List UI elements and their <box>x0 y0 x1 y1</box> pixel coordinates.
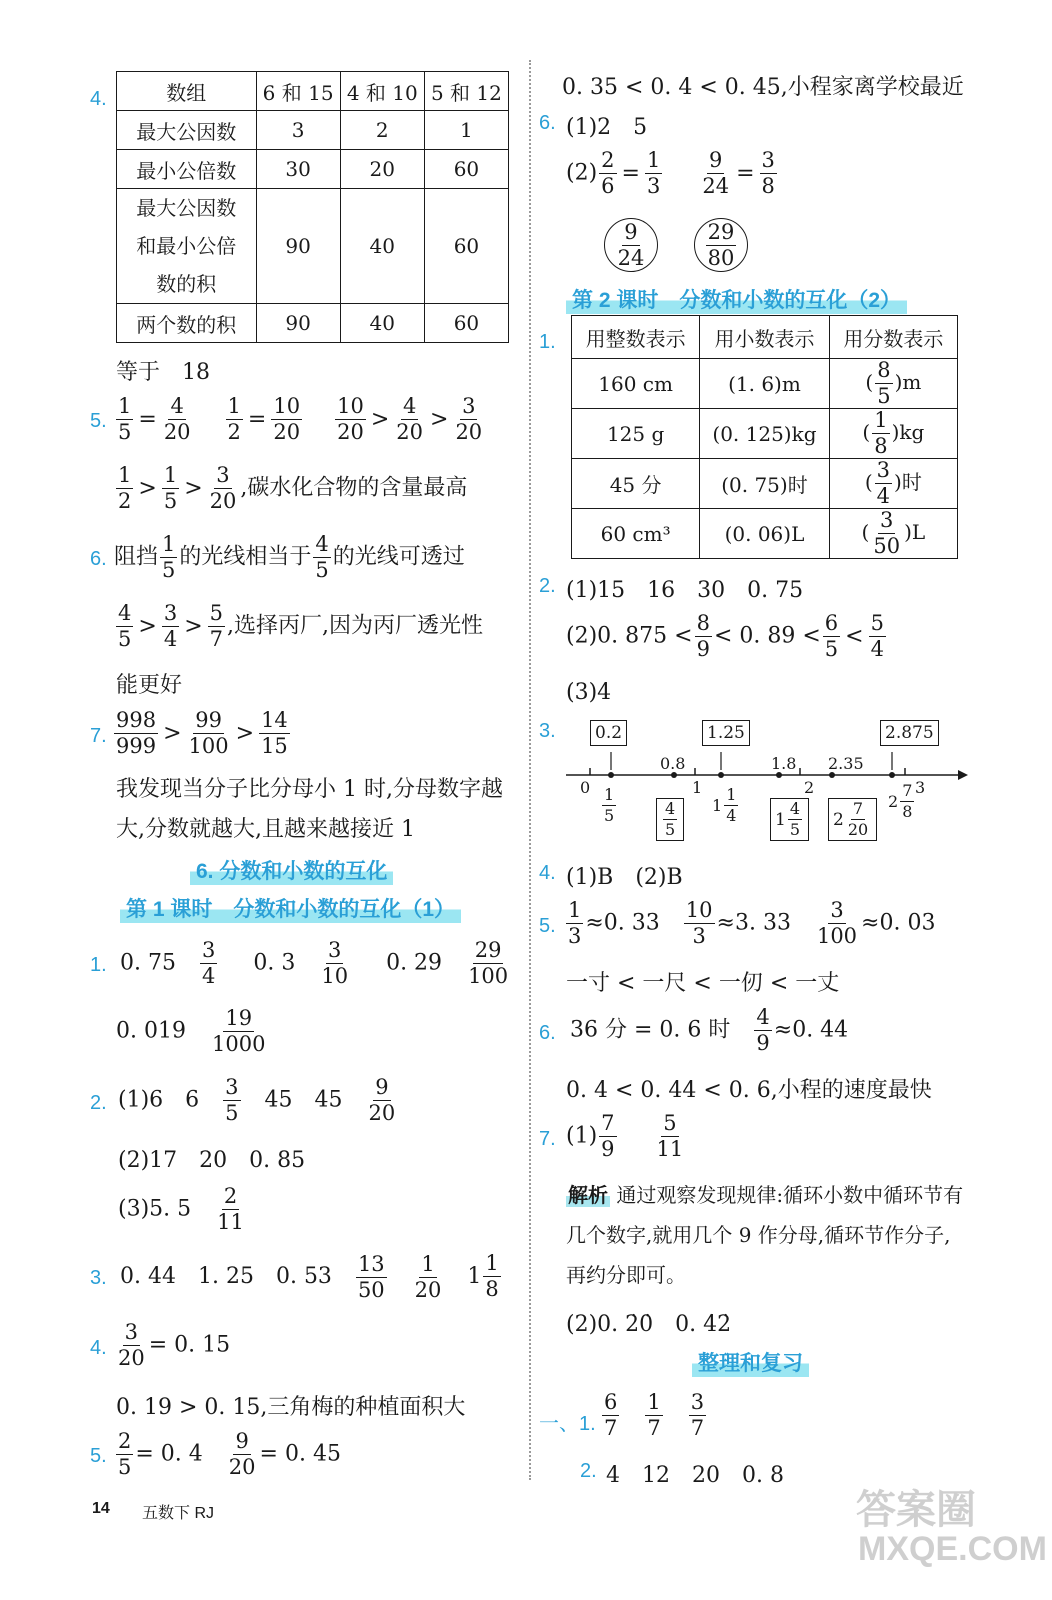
table-header: 用分数表示 <box>829 316 957 359</box>
table-cell: ( $\frac{3}{50}$ )L <box>829 509 957 559</box>
fraction: $\frac{3}{5}$ <box>225 1075 239 1125</box>
answer-paragraph: 我发现当分子比分母小 1 时,分母数字越大,分数就越大,且越来越接近 1 <box>116 777 503 842</box>
answer-text: 等于 18 <box>116 360 210 385</box>
fraction: $\frac{10}{20}$ <box>273 394 301 444</box>
fraction: $\frac{10}{3}$ <box>685 898 713 948</box>
table-cell: 40 <box>340 304 424 343</box>
answer-line: $\frac{998}{999}$ > $\frac{99}{100}$ > $\frac{14}{15}$ <box>116 708 288 758</box>
fraction: $\frac{5}{11}$ <box>656 1111 684 1161</box>
table-header: 6 和 15 <box>256 72 340 111</box>
fraction: $\frac{8}{9}$ <box>696 611 710 661</box>
question-number: 7. <box>90 725 107 747</box>
table-cell: 两个数的积 <box>117 304 257 343</box>
review-title: 整理和复习 <box>692 1347 809 1377</box>
question-number: 5. <box>539 915 556 937</box>
question-number: 3. <box>539 720 556 742</box>
answer-text: 一寸 < 一尺 < 一仞 < 一丈 <box>566 971 840 996</box>
lesson-title: 第 2 课时 分数和小数的互化（2） <box>566 284 907 314</box>
table-cell: 1 <box>424 111 508 150</box>
answer-line: 0. 019 $\frac{19}{1000}$ <box>116 1006 266 1056</box>
fraction: $\frac{1}{5}$ <box>163 463 178 513</box>
table-cell: (0. 75)时 <box>700 459 830 509</box>
unit-conversion-table <box>571 315 958 559</box>
table-cell: (0. 06)L <box>700 509 830 559</box>
table-cell: (1. 6)m <box>700 359 830 409</box>
fraction: $\frac{3}{7}$ <box>690 1390 705 1440</box>
fraction: $\frac{3}{20}$ <box>209 463 237 513</box>
answer-line: (3)5. 5 $\frac{2}{11}$ <box>118 1184 244 1234</box>
answer-line: 0. 75 $\frac{3}{4}$ 0. 3 $\frac{3}{10}$ 0. 29 $\frac{29}{100}$ <box>120 938 509 988</box>
answer-text: (2)17 20 0. 85 <box>118 1148 306 1173</box>
point-label: 1.8 <box>771 754 797 773</box>
table-cell: 20 <box>340 150 424 189</box>
fraction: $\frac{4}{9}$ <box>756 1005 770 1055</box>
tick-label: 1 <box>692 778 703 797</box>
question-number: 6. <box>539 1022 556 1044</box>
question-number: 1. <box>90 954 107 976</box>
tick-label: 2 <box>804 778 815 797</box>
table-cell: 最小公倍数 <box>117 150 257 189</box>
answer-line: $\frac{1}{3}$ ≈0. 33 $\frac{10}{3}$ ≈3. 33 $\frac{3}{100}$ ≈0. 03 <box>568 898 936 948</box>
point-0.2 <box>608 772 614 778</box>
answer-line: $\frac{3}{20}$ = 0. 15 <box>118 1320 231 1370</box>
fraction: $\frac{3}{4}$ <box>163 601 178 651</box>
answer-box: $\frac{4}{5}$ <box>656 798 684 841</box>
question-number: 6. <box>90 548 107 570</box>
lesson-title: 第 1 课时 分数和小数的互化（1） <box>120 893 461 923</box>
fraction: $\frac{2}{11}$ <box>217 1184 244 1234</box>
circled-answers <box>604 218 748 272</box>
fraction: $\frac{2}{6}$ <box>601 148 615 198</box>
answer-line: (2)0. 875 < $\frac{8}{9}$ < 0. 89 < $\frac{6}{5}$ < $\frac{5}{4}$ <box>566 611 884 661</box>
fraction: $\frac{5}{7}$ <box>209 601 223 651</box>
question-number: 5. <box>90 410 107 432</box>
table-header: 用小数表示 <box>700 316 830 359</box>
table-header: 用整数表示 <box>572 316 700 359</box>
mixed-number-label: 2 $\frac{7}{8}$ <box>888 781 913 821</box>
table-header: 4 和 10 <box>340 72 424 111</box>
answer-text: 能更好 <box>116 673 183 698</box>
answer-box: 2.875 <box>880 720 939 746</box>
fraction: $\frac{3}{20}$ <box>455 394 483 444</box>
answer-text: (1)2 5 <box>566 115 648 140</box>
answer-line: 36 分 = 0. 6 时 $\frac{4}{9}$ ≈0. 44 <box>570 1005 849 1055</box>
answer-line: $\frac{1}{5}$ = $\frac{4}{20}$ $\frac{1}{2}$ = $\frac{10}{20}$ $\frac{10}{20}$ > $\frac{4}{20}$ > $\frac{3}{20}$ <box>118 394 483 444</box>
question-number: 1. <box>539 331 556 353</box>
answer-box: 1.25 <box>702 720 750 746</box>
question-number: 4. <box>539 862 556 884</box>
table-cell: 90 <box>256 304 340 343</box>
table-cell: 60 <box>424 150 508 189</box>
fraction: $\frac{9}{24}$ <box>702 148 730 198</box>
axis-arrow <box>958 770 968 780</box>
watermark-url: MXQE.COM <box>858 1530 1047 1568</box>
tick-label: 0 <box>580 778 591 797</box>
fraction: $\frac{1}{5}$ <box>162 532 176 582</box>
watermark-logo: 答案圈 <box>856 1488 976 1532</box>
table-cell: 最大公因数和最小公倍数的积 <box>117 189 257 304</box>
answer-text: (3)4 <box>566 680 612 705</box>
fraction: $\frac{1}{3}$ <box>646 148 661 198</box>
table-cell: 2 <box>340 111 424 150</box>
fraction: $\frac{1}{20}$ <box>414 1251 442 1302</box>
answer-text: 4 12 20 0. 8 <box>606 1463 784 1488</box>
table-cell: ( $\frac{1}{8}$ )kg <box>829 409 957 459</box>
mixed-number: 1 $\frac{1}{8}$ <box>467 1251 499 1301</box>
analysis-label: 解析 <box>568 1183 608 1207</box>
point-1.25 <box>718 772 724 778</box>
table-header: 数组 <box>117 72 257 111</box>
answer-box: 1 $\frac{4}{5}$ <box>770 798 809 841</box>
circled-fraction: $\frac{29}{80}$ <box>694 218 748 272</box>
table-cell: 125 g <box>572 409 700 459</box>
answer-text: 0. 19 > 0. 15,三角梅的种植面积大 <box>116 1395 466 1420</box>
fraction: $\frac{6}{7}$ <box>604 1390 618 1440</box>
answer-text: (2)0. 2̇0̇ 0. 4̇2̇ <box>566 1312 732 1337</box>
answer-line: $\frac{4}{5}$ > $\frac{3}{4}$ > $\frac{5}{7}$ ,选择丙厂,因为丙厂透光性 <box>118 601 483 651</box>
question-number: 6. <box>539 112 556 134</box>
fraction: $\frac{7}{9}$ <box>601 1111 615 1161</box>
answer-text: 0. 4 < 0. 44 < 0. 6,小程的速度最快 <box>566 1078 932 1103</box>
answer-line: 0. 44 1. 25 0. 53 $\frac{13}{50}$ $\frac{1}{20}$ 1 $\frac{1}{8}$ <box>120 1253 503 1301</box>
answer-line <box>600 1392 708 1439</box>
fraction: $\frac{13}{50}$ <box>357 1251 385 1302</box>
answer-line: (1) $\frac{7}{9}$ $\frac{5}{11}$ <box>566 1111 684 1161</box>
point-label: 2.35 <box>828 754 864 773</box>
tick-label: 3 <box>915 778 926 797</box>
gcd-lcm-table <box>116 71 509 343</box>
question-number: 7. <box>539 1128 556 1150</box>
answer-line: $\frac{2}{5}$ = 0. 4 $\frac{9}{20}$ = 0. 45 <box>118 1429 341 1479</box>
column-divider <box>529 60 531 1480</box>
fraction: $\frac{1}{3}$ <box>568 898 582 948</box>
answer-box: 2 $\frac{7}{20}$ <box>828 798 877 841</box>
fraction: $\frac{3}{100}$ <box>816 898 858 948</box>
fraction: $\frac{9}{20}$ <box>368 1075 396 1125</box>
fraction: $\frac{5}{4}$ <box>870 611 884 661</box>
fraction: $\frac{29}{100}$ <box>468 938 509 988</box>
fraction: $\frac{1}{2}$ <box>118 463 132 513</box>
table-cell: ( $\frac{3}{4}$ )时 <box>829 459 957 509</box>
fraction: $\frac{1}{2}$ <box>227 394 241 444</box>
answer-line: $\frac{1}{2}$ > $\frac{1}{5}$ > $\frac{3}{20}$ ,碳水化合物的含量最高 <box>118 463 468 513</box>
answer-text: (1)15 16 30 0. 75 <box>566 578 804 603</box>
fraction: $\frac{1}{7}$ <box>647 1390 661 1440</box>
fraction: $\frac{4}{20}$ <box>396 394 423 444</box>
question-number: 一、1. <box>539 1413 596 1435</box>
section-title: 6. 分数和小数的互化 <box>190 855 393 885</box>
analysis-paragraph: 解析 通过观察发现规律:循环小数中循环节有几个数字,就用几个 9 作分母,循环节作分子,再约分即可。 <box>566 1183 964 1287</box>
question-number: 3. <box>90 1267 107 1289</box>
mixed-number-label: 1 $\frac{1}{4}$ <box>712 785 737 825</box>
fraction: $\frac{4}{20}$ <box>163 394 191 444</box>
answer-line: (1)6 6 $\frac{3}{5}$ 45 45 $\frac{9}{20}$ <box>118 1075 396 1125</box>
question-number: 4. <box>90 88 107 110</box>
table-cell: 45 分 <box>572 459 700 509</box>
table-cell: 3 <box>256 111 340 150</box>
table-cell: 160 cm <box>572 359 700 409</box>
fraction: $\frac{3}{20}$ <box>118 1320 145 1370</box>
answer-text: 0. 35 < 0. 4 < 0. 45,小程家离学校最近 <box>562 75 964 100</box>
table-cell: 60 <box>424 304 508 343</box>
point-2.875 <box>889 772 895 778</box>
fraction: $\frac{2}{5}$ <box>118 1429 132 1479</box>
table-cell: ( $\frac{8}{5}$ )m <box>829 359 957 409</box>
question-number: 2. <box>580 1460 597 1482</box>
answer-text: (1)B (2)B <box>566 865 683 890</box>
page-number: 14 <box>92 1500 110 1517</box>
table-cell: 90 <box>256 189 340 304</box>
fraction: $\frac{3}{10}$ <box>321 938 349 988</box>
fraction: $\frac{998}{999}$ <box>116 708 157 758</box>
fraction: $\frac{99}{100}$ <box>188 708 229 758</box>
table-cell: 最大公因数 <box>117 111 257 150</box>
fraction: $\frac{14}{15}$ <box>261 708 288 758</box>
answer-line: 阻挡 $\frac{1}{5}$ 的光线相当于 $\frac{4}{5}$ 的光线可透过 <box>114 532 465 582</box>
table-cell: 60 <box>424 189 508 304</box>
fraction: $\frac{4}{5}$ <box>118 601 132 651</box>
table-header: 5 和 12 <box>424 72 508 111</box>
answer-line: (2) $\frac{2}{6}$ = $\frac{1}{3}$ $\frac{9}{24}$ = $\frac{3}{8}$ <box>566 148 775 198</box>
fraction: $\frac{9}{20}$ <box>228 1429 256 1479</box>
table-cell: (0. 125)kg <box>700 409 830 459</box>
circled-fraction: $\frac{9}{24}$ <box>604 218 658 272</box>
point-label: 0.8 <box>660 754 686 773</box>
table-cell: 60 cm³ <box>572 509 700 559</box>
fraction-label: $\frac{1}{5}$ <box>604 785 615 825</box>
question-number: 2. <box>90 1092 107 1114</box>
question-number: 2. <box>539 575 556 597</box>
answer-box: 0.2 <box>590 720 627 746</box>
fraction: $\frac{6}{5}$ <box>824 611 839 661</box>
fraction: $\frac{3}{8}$ <box>761 148 775 198</box>
book-label: 五数下 RJ <box>142 1505 215 1522</box>
fraction: $\frac{3}{4}$ <box>201 938 216 988</box>
fraction: $\frac{10}{20}$ <box>337 394 364 444</box>
fraction: $\frac{1}{5}$ <box>118 394 132 444</box>
question-number: 5. <box>90 1445 107 1467</box>
fraction: $\frac{4}{5}$ <box>315 532 329 582</box>
table-cell: 30 <box>256 150 340 189</box>
table-cell: 40 <box>340 189 424 304</box>
fraction: $\frac{19}{1000}$ <box>211 1006 266 1056</box>
question-number: 4. <box>90 1337 107 1359</box>
